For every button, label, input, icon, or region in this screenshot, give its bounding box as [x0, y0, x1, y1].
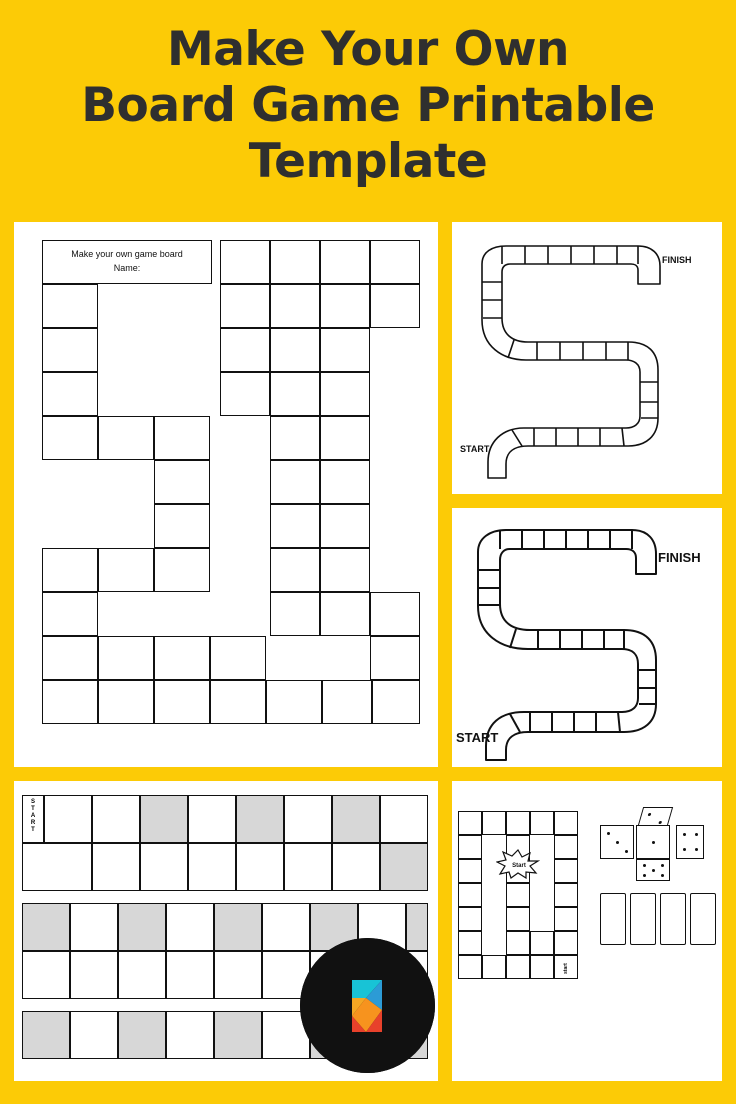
- logo-icon: [300, 938, 435, 1073]
- board-cell: [370, 636, 420, 680]
- start-label: Start: [512, 863, 526, 869]
- board-cell: [530, 931, 554, 955]
- board-cell: [188, 795, 236, 843]
- board-cell: [554, 931, 578, 955]
- board-cell: [320, 460, 370, 504]
- blank-card: [660, 893, 686, 945]
- maze-board: [24, 232, 428, 757]
- board-cell: [118, 951, 166, 999]
- board-cell: [98, 680, 154, 724]
- board-cell: [154, 504, 210, 548]
- board-cell: [270, 460, 320, 504]
- board-cell: [320, 548, 370, 592]
- board-cell: [42, 372, 98, 416]
- board-cell: [554, 859, 578, 883]
- board-cell: [458, 931, 482, 955]
- board-cell: [22, 1011, 70, 1059]
- board-cell: [92, 795, 140, 843]
- board-cell: [118, 903, 166, 951]
- board-cell: [270, 284, 320, 328]
- board-cell: [22, 951, 70, 999]
- board-cell-start: [42, 284, 98, 328]
- board-cell: [554, 811, 578, 835]
- board-cell: [320, 240, 370, 284]
- snake-path-svg: [452, 508, 722, 767]
- board-cell: [44, 795, 92, 843]
- start-label: START: [460, 444, 490, 454]
- start-letter: R: [30, 820, 36, 826]
- board-cell: [270, 240, 320, 284]
- board-cell: [322, 680, 372, 724]
- board-cell: [154, 460, 210, 504]
- board-cell: [554, 835, 578, 859]
- board-cell: [22, 843, 92, 891]
- board-cell: [458, 835, 482, 859]
- watermark-logo: [300, 938, 435, 1073]
- board-cell: [506, 883, 530, 907]
- snake-board-small-card[interactable]: [452, 222, 722, 494]
- name-box-line-1: Make your own game board: [71, 249, 183, 259]
- board-cell: [154, 416, 210, 460]
- board-cell: [166, 903, 214, 951]
- board-cell: [284, 843, 332, 891]
- name-box-line-2: Name:: [113, 263, 141, 273]
- board-cell: [42, 636, 98, 680]
- blank-card: [630, 893, 656, 945]
- finish-label: start: [563, 963, 569, 974]
- board-cell: [266, 680, 322, 724]
- board-cell: [140, 843, 188, 891]
- board-cell: [98, 416, 154, 460]
- spiral-board-dice-card[interactable]: [452, 781, 722, 1081]
- page-title-line-3: Template: [248, 134, 488, 189]
- spiral-board: [458, 811, 582, 1051]
- board-cell: [220, 328, 270, 372]
- board-cell: [220, 240, 270, 284]
- board-cell: [554, 883, 578, 907]
- board-cell: [284, 795, 332, 843]
- board-cell: [42, 548, 98, 592]
- start-letter: A: [30, 813, 36, 819]
- die-face-3: [600, 825, 634, 859]
- board-cell: [270, 328, 320, 372]
- board-cell: [270, 548, 320, 592]
- start-label: START: [456, 730, 499, 745]
- board-cell: [166, 951, 214, 999]
- board-cell: [372, 680, 420, 724]
- board-cell: [458, 859, 482, 883]
- board-cell: [506, 811, 530, 835]
- finish-label: FINISH: [658, 550, 701, 565]
- board-cell: [70, 903, 118, 951]
- board-cell: [458, 883, 482, 907]
- board-cell: [236, 795, 284, 843]
- board-cell: [214, 951, 262, 999]
- board-cell: [70, 951, 118, 999]
- board-cell: [236, 843, 284, 891]
- board-cell: [320, 592, 370, 636]
- die-face-1: [636, 825, 670, 859]
- board-cell: [482, 811, 506, 835]
- board-cell-finish: [320, 284, 370, 328]
- dice-net: [600, 807, 710, 877]
- board-cell: [370, 284, 420, 328]
- board-cell: [42, 680, 98, 724]
- die-face-4: [676, 825, 704, 859]
- start-letter: T: [31, 806, 35, 812]
- board-cell: [530, 955, 554, 979]
- board-cell: [166, 1011, 214, 1059]
- board-cell: [506, 931, 530, 955]
- board-cell: [270, 372, 320, 416]
- board-cell: [210, 680, 266, 724]
- board-cell: [42, 416, 98, 460]
- board-cell: [380, 843, 428, 891]
- finish-label: FINISH: [662, 255, 692, 265]
- board-cell: [332, 843, 380, 891]
- board-cell: [320, 504, 370, 548]
- board-cell: [270, 504, 320, 548]
- start-letter: S: [30, 799, 35, 805]
- board-cell: [70, 1011, 118, 1059]
- board-cell: [214, 1011, 262, 1059]
- start-tag: [22, 795, 44, 843]
- board-cell: [458, 811, 482, 835]
- board-cell: [320, 416, 370, 460]
- page-title-line-1: Make Your Own: [166, 22, 570, 77]
- board-cell: [320, 328, 370, 372]
- board-cell: [42, 328, 98, 372]
- gallery-row-1: [0, 222, 736, 767]
- board-cell: [188, 843, 236, 891]
- page-title-line-2: Board Game Printable: [81, 78, 655, 133]
- board-cell: [270, 592, 320, 636]
- board-cell: [270, 416, 320, 460]
- page-title: [0, 0, 736, 200]
- board-cell: [332, 795, 380, 843]
- board-cell: [42, 592, 98, 636]
- board-cell: [22, 903, 70, 951]
- board-cell: [210, 636, 266, 680]
- board-cell: [482, 955, 506, 979]
- board-cell: [98, 548, 154, 592]
- blank-card: [600, 893, 626, 945]
- maze-game-board-card[interactable]: [14, 222, 438, 767]
- blank-card-row: [600, 893, 716, 947]
- start-letter: T: [31, 827, 35, 833]
- die-face-5: [636, 859, 670, 881]
- board-cell: [118, 1011, 166, 1059]
- board-cell: [380, 795, 428, 843]
- board-cell: [220, 284, 270, 328]
- board-cell: [458, 907, 482, 931]
- name-box: [42, 240, 212, 284]
- board-cell: [154, 548, 210, 592]
- board-cell: [154, 636, 210, 680]
- snake-board-large: [452, 508, 722, 767]
- board-cell: [140, 795, 188, 843]
- board-cell: [370, 240, 420, 284]
- board-cell: [370, 592, 420, 636]
- board-cell: [530, 811, 554, 835]
- board-cell: [220, 372, 270, 416]
- snake-board-large-card[interactable]: [452, 508, 722, 767]
- board-cell: [554, 907, 578, 931]
- board-cell: [506, 955, 530, 979]
- board-cell: [506, 907, 530, 931]
- board-cell: [214, 903, 262, 951]
- board-cell: [154, 680, 210, 724]
- board-cell: [320, 372, 370, 416]
- board-cell: [458, 955, 482, 979]
- board-cell: [92, 843, 140, 891]
- blank-card: [690, 893, 716, 945]
- board-cell: [98, 636, 154, 680]
- gallery-right-column: [452, 222, 722, 767]
